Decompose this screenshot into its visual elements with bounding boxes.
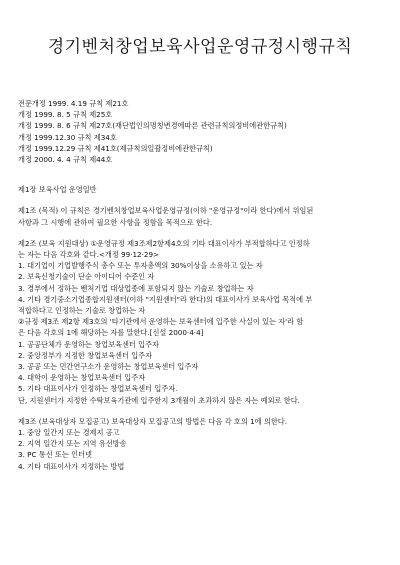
article-line: 2. 보육신청기술이 단순 아이디어 수준인 자 (18, 272, 155, 282)
history-line: 개정 2000. 4. 4 규칙 제44호 (18, 155, 113, 165)
article-line: 단, 지원센터가 지정한 수탁보육기관에 입주한지 3개월이 초과하지 않은 자는 예외로 한다. (18, 395, 300, 405)
article-line: 은 다음 각호의 1에 해당하는 자를 말한다.[신설 2000·4·4] (18, 328, 204, 338)
article-line: 3. 경부에서 정하는 벤처기업 대상업종에 포함되지 않는 기술로 창업하는 자 (18, 283, 254, 293)
article-line: 2. 지역 일간지 또는 지역 유선방송 (18, 439, 127, 449)
history-line: 전문개정 1999. 4.19 규칙 제21호 (18, 99, 129, 108)
history-line: 개정 1999.12.29 규칙 제41호(제규칙의일괄정비에관한규칙) (18, 143, 213, 153)
article-line: 5. 기타 대표이사가 인정하는 창업보육센터 입주자. (18, 384, 178, 394)
article-line: 제3조 (보육대상자 모집공고) 보육대상자 모집공고의 방법은 다음 각 호의 1에 의한다. (18, 416, 288, 426)
chapter-heading: 제1장 보육사업 운영일반 (18, 185, 97, 195)
article-1 (18, 205, 382, 227)
article-line: 3. 공공 또는 민간연구소가 운영하는 창업보육센터 입주자 (18, 362, 199, 372)
article-line: 적합하다고 인정하는 기술로 창업하는 자 (18, 306, 146, 316)
article-line: 4. 기타 대표이사가 지정하는 방법 (18, 461, 125, 471)
article-line: 1. 대기업이 기업발행주식 총수 또는 투자총액의 30%이상을 소유하고 있는 자 (18, 261, 263, 271)
history-line: 개정 1999. 8. 5 규칙 제25호 (18, 110, 113, 120)
article-line: 1. 공공단체가 운영하는 창업보육센터 입주자 (18, 339, 159, 349)
article-line: 1. 중앙 일간지 또는 경제지 공고 (18, 428, 120, 438)
article-line: 사항과 그 시행에 관하여 필요한 사항을 정함을 목적으로 한다. (18, 217, 213, 227)
article-line: 3. PC 통신 또는 인터넷 (18, 450, 92, 460)
article-line: ②규정 제3조 제2항 제3호의 '타기관에서 운영하는 보육센터에 입주한 사실이 있는 자'라 함 (18, 317, 304, 327)
article-line: 4. 기타 경기중소기업종합지원센터(이하 "지원센터"라 한다)의 대표이사가 보육사업 목적에 부 (18, 294, 313, 304)
history-line: 개정 1999. 8. 6 규칙 제27호(재단법인의명칭변경에따른 관련규칙의정비에관한규칙) (18, 121, 287, 131)
revision-history (18, 98, 382, 165)
article-line: 4. 대학이 운영하는 창업보육센터 입주자 (18, 373, 146, 383)
article-line: 제2조 (보육 지원대상) ①운영규정 제3조제2항제4호의 기타 대표이사가 부적합하다고 인정하 (18, 238, 310, 248)
article-line: 제1조 (목적) 이 규칙은 경기벤처창업보육사업운영규정(이하 "운영규정"이라 한다)에서 위임된 (18, 206, 314, 216)
page-title: 경기벤처창업보육사업운영규정시행규칙 (47, 37, 353, 57)
article-line: 는 자는 다음 각호와 같다.<개정 99·12·29> (18, 250, 160, 260)
article-3 (18, 416, 382, 472)
history-line: 개정 1999.12.30 규칙 제34호 (18, 132, 117, 142)
article-2 (18, 238, 382, 406)
article-line: 2. 중앙정부가 지정한 창업보육센터 입주자 (18, 350, 153, 360)
